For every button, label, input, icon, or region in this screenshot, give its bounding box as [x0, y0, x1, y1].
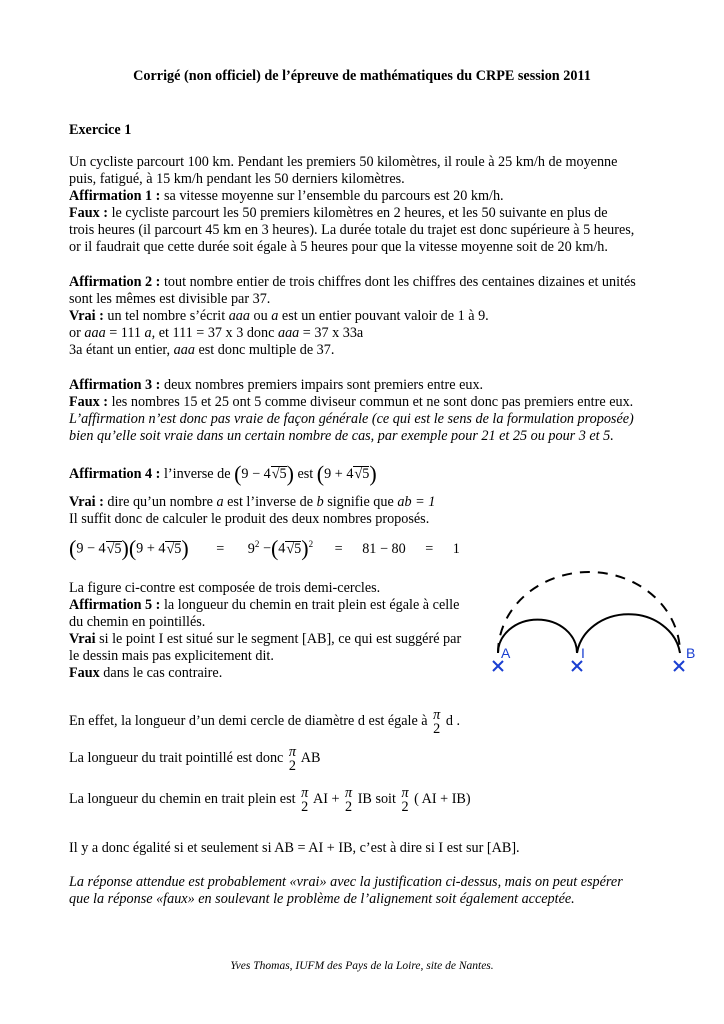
fraction-denominator-d: 2 [345, 798, 353, 815]
answer-3-line-1 [69, 394, 659, 411]
a5-text-6: dans le cas contraire. [99, 665, 223, 681]
fraction-pi-over-2-d [345, 786, 352, 814]
answer-4-line-1 [69, 494, 659, 511]
proof-note [69, 874, 659, 908]
answer-4-verdict: Vrai : [69, 494, 104, 510]
fraction-denominator: 2 [433, 720, 441, 737]
eq-sign-1: = [216, 540, 225, 557]
pi-symbol-b: π [288, 743, 296, 760]
sqrt-2: √5 [354, 466, 370, 482]
answer-4-text-a: dire qu’un nombre [103, 494, 217, 510]
answer-3-note-1: L’affirmation n’est donc pas vraie de façon générale (ce qui est le sens de la formulation proposée) [69, 411, 634, 427]
eq-minus: − [262, 540, 271, 557]
eq-paren-1: ( [69, 535, 77, 561]
proof-line-2 [69, 740, 659, 776]
eq-sign-3: = [425, 540, 434, 557]
affirmation-1-text: sa vitesse moyenne sur l’ensemble du parcours est 20 km/h. [160, 188, 504, 204]
answer-2-text-a: un tel nombre s’écrit [103, 308, 229, 324]
pi-symbol: π [433, 706, 441, 723]
eq-diff: 81 − 80 [362, 540, 406, 557]
answer-4-block [69, 494, 659, 528]
eq-sign-2: = [334, 540, 343, 557]
answer-3-verdict: Faux : [69, 394, 109, 410]
answer-2-text-f: étant un entier, [82, 342, 174, 358]
page-footer: Yves Thomas, IUFM des Pays de la Loire, site de Nantes. [230, 960, 494, 972]
paren-open-icon-2: ( [316, 461, 325, 486]
proof-text-3b: AI + [310, 791, 344, 807]
answer-2-line-3 [69, 342, 659, 359]
point-label-b: B [686, 645, 696, 661]
answer-2-a: a [271, 308, 279, 324]
answer-1-verdict: Faux : [69, 205, 109, 221]
eq-sqrt-2: √5 [166, 540, 182, 557]
answer-1-line-1 [69, 205, 659, 222]
eq-radicand-2: 5 [174, 540, 182, 557]
fraction-pi-over-2-e [401, 786, 408, 814]
answer-2-or: or [69, 325, 85, 341]
proof-text-3d: ( AI + IB) [410, 791, 471, 807]
a5-verdict-vrai: Vrai [69, 631, 96, 647]
answer-2-line-1 [69, 308, 659, 325]
answer-4-text-c: est l’inverse de [223, 494, 317, 510]
affirmation-3-block [69, 377, 659, 445]
a5-line-2 [69, 597, 479, 614]
point-label-a: A [501, 645, 511, 661]
eq-expr-1: 9 − 4 [76, 540, 106, 557]
eq-paren-3: ( [128, 535, 137, 561]
eq-radicand-1: 5 [114, 540, 122, 557]
answer-2-text-b: ou [249, 308, 272, 324]
cross-icon-a [493, 661, 503, 671]
paren-open-icon: ( [234, 461, 242, 486]
proof-text-3: La longueur du chemin en trait plein est [69, 791, 300, 807]
eq-sqrt-3: √5 [286, 540, 302, 557]
expr-2: 9 + 4 [324, 466, 354, 482]
answer-1-text-1: le cycliste parcourt les 50 premiers kilomètres en 2 heures, et les 50 suivante en plus de [108, 205, 608, 221]
page-title: Corrigé (non officiel) de l’épreuve de mathématiques du CRPE session 2011 [133, 68, 591, 84]
a5-line-1: La figure ci-contre est composée de trois demi-cercles. [69, 580, 381, 596]
eq-paren-6: ) [301, 535, 309, 561]
answer-2-text-d: et 111 = 37 x 3 donc [155, 325, 278, 341]
proof-text-1: En effet, la longueur d’un demi cercle de diamètre d est égale à [69, 713, 432, 729]
proof-conclusion: Il y a donc égalité si et seulement si AB = AI + IB, c’est à dire si I est sur [AB]. [69, 840, 520, 856]
proof-note-text-2: que la réponse «faux» en soulevant le problème de l’alignement soit également acceptée. [69, 891, 575, 907]
answer-4-b: b [316, 494, 324, 510]
answer-4-a: a [216, 494, 224, 510]
eq-expr-2: 9 + 4 [136, 540, 166, 557]
semicircles-figure [480, 560, 720, 680]
proof-line-4 [69, 840, 659, 857]
proof-line-3 [69, 781, 659, 817]
affirmation-1-line [69, 188, 659, 205]
fraction-pi-over-2-c [301, 786, 308, 814]
intro-paragraph [69, 154, 659, 256]
eq-sqrt-1: √5 [106, 540, 122, 557]
proof-note-line-1 [69, 874, 659, 891]
eq-nine: 9 [247, 540, 255, 557]
cross-icon-b [674, 661, 684, 671]
a5-line-4 [69, 631, 479, 648]
answer-2-line-2 [69, 325, 659, 342]
answer-2-verdict: Vrai : [69, 308, 104, 324]
answer-2-aaa: aaa [228, 308, 250, 324]
eq-one: 1 [452, 540, 460, 557]
affirmation-4-est: est [293, 466, 317, 482]
answer-2-a-comma: a, [144, 325, 156, 341]
answer-3-line-2 [69, 411, 659, 428]
proof-text-3c: IB soit [354, 791, 400, 807]
cross-icon-i [572, 661, 582, 671]
affirmation-2-text-1: tout nombre entier de trois chiffres dont les chiffres des centaines dizaines et unités [160, 274, 636, 290]
proof-note-line-2 [69, 891, 659, 908]
eq-paren-5: ( [270, 535, 279, 561]
affirmation-5-label: Affirmation 5 : [69, 597, 161, 613]
affirmation-4-text: l’inverse de [160, 466, 235, 482]
answer-2-text-g: est donc multiple de 37. [194, 342, 335, 358]
radicand-1: 5 [279, 466, 287, 482]
a5-verdict-faux: Faux [69, 665, 100, 681]
answer-3-note-2: bien qu’elle soit vraie dans un certain nombre de cas, par exemple pour 21 et 25 ou pour 3 et 5. [69, 428, 614, 444]
paren-close-icon-2: ) [369, 461, 377, 486]
affirmation-3-label: Affirmation 3 : [69, 377, 161, 393]
answer-2-aaa-3: aaa [277, 325, 300, 341]
fraction-pi-over-2 [433, 708, 440, 736]
answer-2-text-c: est un entier pouvant valoir de 1 à 9. [278, 308, 489, 324]
answer-2-aaa-2: aaa [84, 325, 106, 341]
point-label-i: I [581, 645, 585, 661]
a5-line-3: du chemin en pointillés. [69, 614, 206, 630]
affirmation-2-label: Affirmation 2 : [69, 274, 161, 290]
affirmation-3-text: deux nombres premiers impairs sont premiers entre eux. [160, 377, 484, 393]
answer-2-text-e: = 37 x 3 [299, 325, 350, 341]
affirmation-3-line [69, 377, 659, 394]
equation-line [69, 531, 659, 562]
answer-1-line-3: or il faudrait que cette durée soit égale à 5 heures pour que la vitesse moyenne soit de 20 km/h. [69, 239, 608, 255]
a5-text-4: si le point I est situé sur le segment [AB], ce qui est suggéré par [95, 631, 462, 647]
affirmation-4-label: Affirmation 4 : [69, 466, 161, 482]
affirmation-4-block [69, 462, 659, 486]
answer-4-line-2: Il suffit donc de calculer le produit des deux nombres proposés. [69, 511, 430, 527]
answer-2-3a-start: 3a [69, 342, 83, 358]
proof-text-1b: d . [442, 713, 460, 729]
answer-2-eq: = 111 [105, 325, 145, 341]
exercise-heading [69, 122, 659, 139]
eq-radicand-3: 5 [294, 540, 302, 557]
fraction-pi-over-2-b [289, 745, 296, 773]
answer-3-text: les nombres 15 et 25 ont 5 comme diviseur commun et ne sont donc pas premiers entre eux. [108, 394, 634, 410]
sqrt-1: √5 [271, 466, 287, 482]
radicand-2: 5 [362, 466, 370, 482]
eq-four: 4 [278, 540, 286, 557]
pi-symbol-c: π [301, 784, 309, 801]
exercise-title: Exercice 1 [69, 122, 132, 138]
answer-2-aaa-4: aaa [173, 342, 195, 358]
answer-2-3a: 3a [349, 325, 364, 341]
pi-symbol-d: π [345, 784, 353, 801]
dashed-semicircle [498, 572, 680, 653]
answer-4-text-e: signifie que [323, 494, 398, 510]
expr-1: 9 − 4 [241, 466, 271, 482]
solid-semicircle-ib [577, 614, 680, 653]
a5-text-2: la longueur du chemin en trait plein est égale à celle [160, 597, 460, 613]
eq-paren-4: ) [181, 535, 189, 561]
proof-line-1 [69, 703, 659, 739]
proof-text-2b: AB [298, 750, 321, 766]
affirmation-1-label: Affirmation 1 : [69, 188, 161, 204]
affirmation-2-line-2: sont les mêmes est divisible par 37. [69, 291, 271, 307]
affirmation-2-line-1 [69, 274, 659, 291]
intro-line-2: puis, fatigué, à 15 km/h pendant les 50 derniers kilomètres. [69, 171, 405, 187]
intro-line-1: Un cycliste parcourt 100 km. Pendant les premiers 50 kilomètres, il roule à 25 km/h de moyenne [69, 154, 618, 170]
fraction-denominator-e: 2 [401, 798, 409, 815]
answer-1-line-2: trois heures (il parcourt 45 km en 3 heures). La durée totale du trajet est donc supérieure à 5 heures, [69, 222, 635, 238]
a5-line-5: le dessin mais pas explicitement dit. [69, 648, 274, 664]
affirmation-2-block [69, 274, 659, 359]
eq-exp-2: 2 [308, 539, 314, 549]
pi-symbol-e: π [401, 784, 409, 801]
answer-4-ab: ab = 1 [397, 494, 436, 510]
affirmation-4-line [69, 462, 659, 486]
answer-4-equation [69, 531, 659, 561]
proof-note-text-1: La réponse attendue est probablement «vrai» avec la justification ci-dessus, mais on peut espérer [69, 874, 623, 890]
proof-text-2: La longueur du trait pointillé est donc [69, 750, 287, 766]
fraction-denominator-c: 2 [301, 798, 309, 815]
a5-line-6 [69, 665, 479, 682]
paren-close-icon: ) [286, 461, 294, 486]
fraction-denominator-b: 2 [288, 757, 296, 774]
eq-exp-1: 2 [254, 539, 260, 549]
eq-paren-2: ) [121, 535, 129, 561]
answer-3-line-3 [69, 428, 659, 445]
affirmation-5-block [69, 580, 479, 682]
